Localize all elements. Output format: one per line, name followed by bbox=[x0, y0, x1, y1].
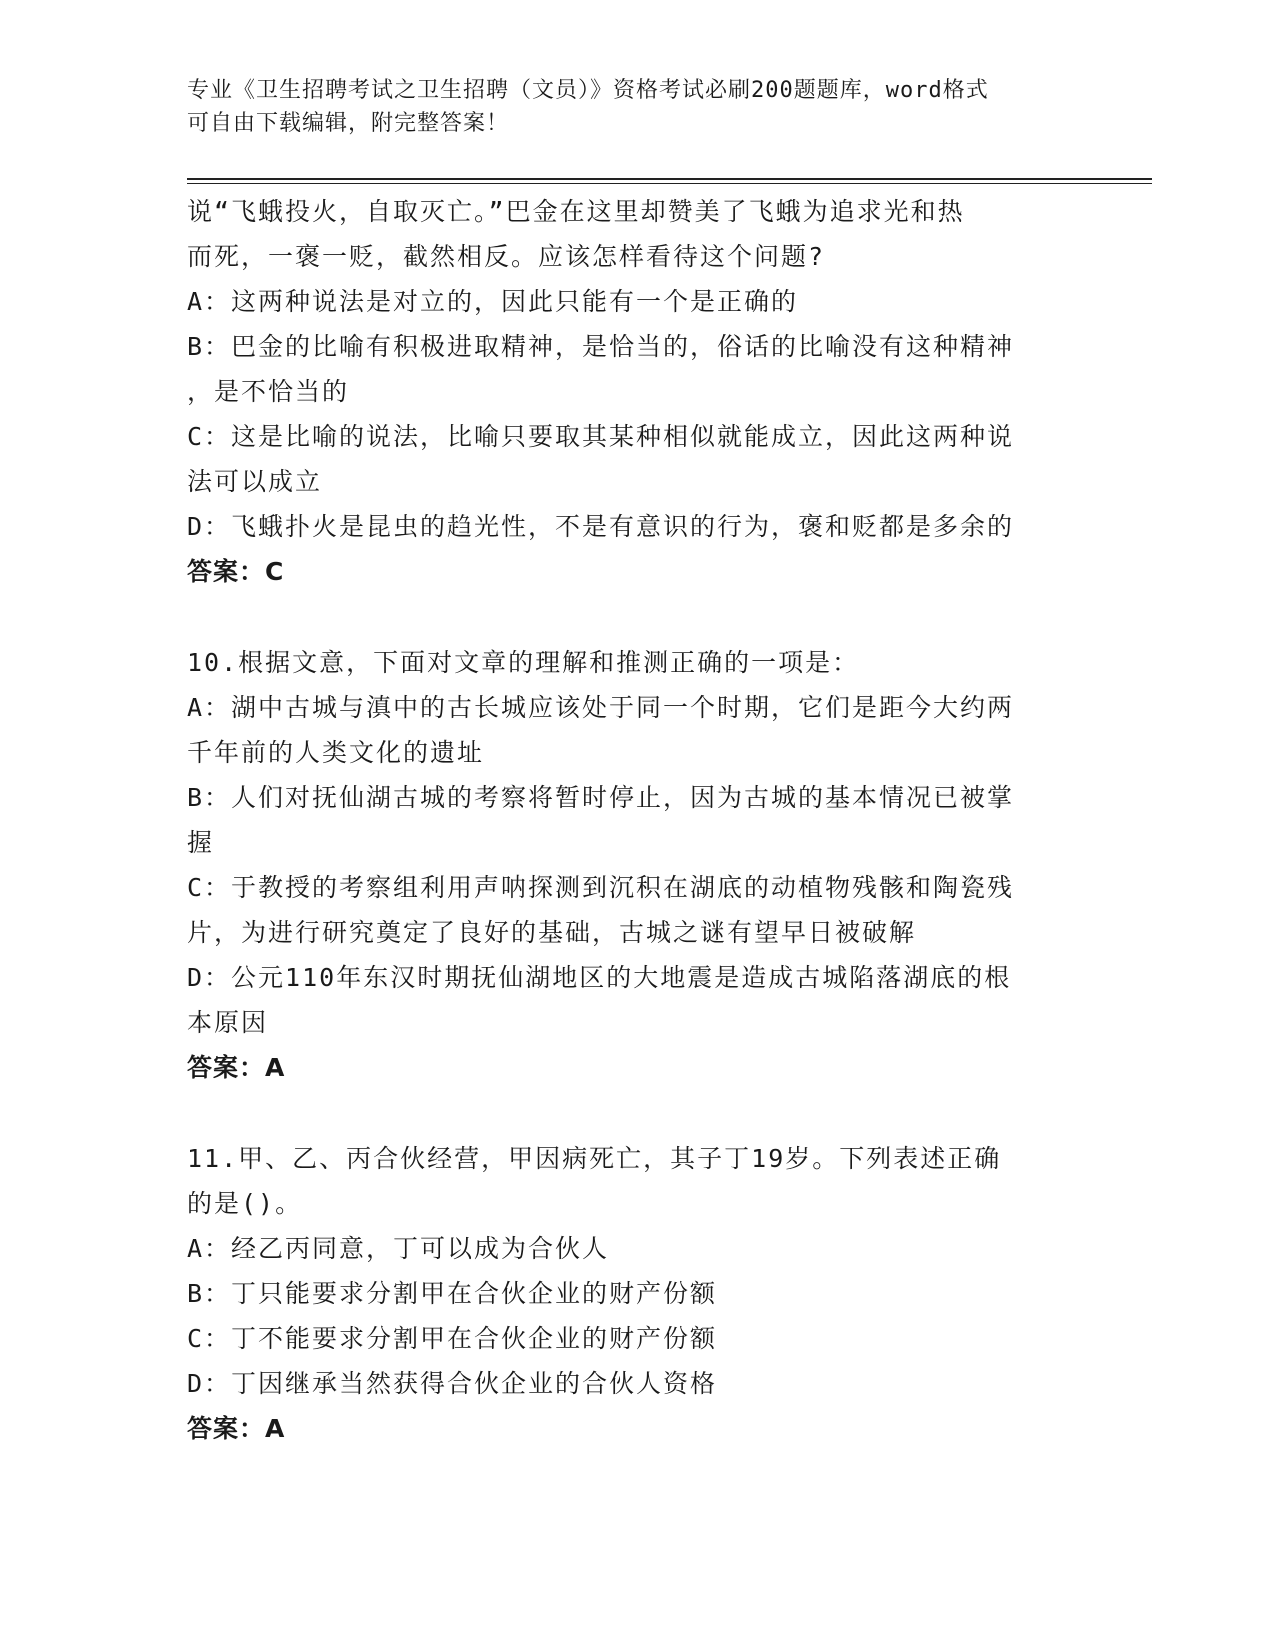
question-10 bbox=[187, 640, 1077, 1090]
question-stem: 的是()。 bbox=[187, 1189, 303, 1218]
option-b: B：丁只能要求分割甲在合伙企业的财产份额 bbox=[187, 1279, 718, 1308]
document-header bbox=[187, 74, 1087, 140]
option-c-continued: 法可以成立 bbox=[187, 467, 323, 496]
option-d: D：丁因继承当然获得合伙企业的合伙人资格 bbox=[187, 1369, 718, 1398]
option-a: A：湖中古城与滇中的古长城应该处于同一个时期，它们是距今大约两 bbox=[187, 693, 1015, 722]
option-b: B：人们对抚仙湖古城的考察将暂时停止，因为古城的基本情况已被掌 bbox=[187, 783, 1015, 812]
spacer bbox=[187, 594, 1077, 640]
option-a: A：这两种说法是对立的，因此只能有一个是正确的 bbox=[187, 287, 799, 316]
option-d: D：飞蛾扑火是昆虫的趋光性，不是有意识的行为，褒和贬都是多余的 bbox=[187, 512, 1015, 541]
header-line-2: 可自由下载编辑，附完整答案！ bbox=[187, 111, 510, 136]
option-c: C：这是比喻的说法，比喻只要取其某种相似就能成立，因此这两种说 bbox=[187, 422, 1015, 451]
header-line-1: 专业《卫生招聘考试之卫生招聘（文员）》资格考试必刷200题题库，word格式 bbox=[187, 78, 989, 103]
option-a: A：经乙丙同意，丁可以成为合伙人 bbox=[187, 1234, 610, 1263]
question-11 bbox=[187, 1136, 1077, 1451]
option-d-continued: 本原因 bbox=[187, 1008, 269, 1037]
option-c-continued: 片，为进行研究奠定了良好的基础，古城之谜有望早日被破解 bbox=[187, 918, 917, 947]
option-a-continued: 千年前的人类文化的遗址 bbox=[187, 738, 485, 767]
question-stem: 11.甲、乙、丙合伙经营，甲因病死亡，其子丁19岁。下列表述正确 bbox=[187, 1144, 1002, 1173]
question-stem: 而死，一褒一贬，截然相反。应该怎样看待这个问题? bbox=[187, 242, 826, 271]
option-d: D：公元110年东汉时期抚仙湖地区的大地震是造成古城陷落湖底的根 bbox=[187, 963, 1012, 992]
option-b-continued: 握 bbox=[187, 828, 215, 857]
option-b-continued: ，是不恰当的 bbox=[187, 377, 350, 406]
question-stem: 说“飞蛾投火，自取灭亡。”巴金在这里却赞美了飞蛾为追求光和热 bbox=[187, 197, 965, 226]
question-stem: 10.根据文意，下面对文章的理解和推测正确的一项是： bbox=[187, 648, 860, 677]
answer-label: 答案：C bbox=[187, 557, 285, 586]
spacer bbox=[187, 1090, 1077, 1136]
option-c: C：于教授的考察组利用声呐探测到沉积在湖底的动植物残骸和陶瓷残 bbox=[187, 873, 1015, 902]
option-b: B：巴金的比喻有积极进取精神，是恰当的，俗话的比喻没有这种精神 bbox=[187, 332, 1015, 361]
option-c: C：丁不能要求分割甲在合伙企业的财产份额 bbox=[187, 1324, 718, 1353]
document-body bbox=[187, 189, 1077, 1451]
answer-label: 答案：A bbox=[187, 1053, 286, 1082]
header-divider-thin bbox=[187, 183, 1152, 184]
answer-label: 答案：A bbox=[187, 1414, 286, 1443]
header-divider-thick bbox=[187, 178, 1152, 180]
question-9 bbox=[187, 189, 1077, 594]
